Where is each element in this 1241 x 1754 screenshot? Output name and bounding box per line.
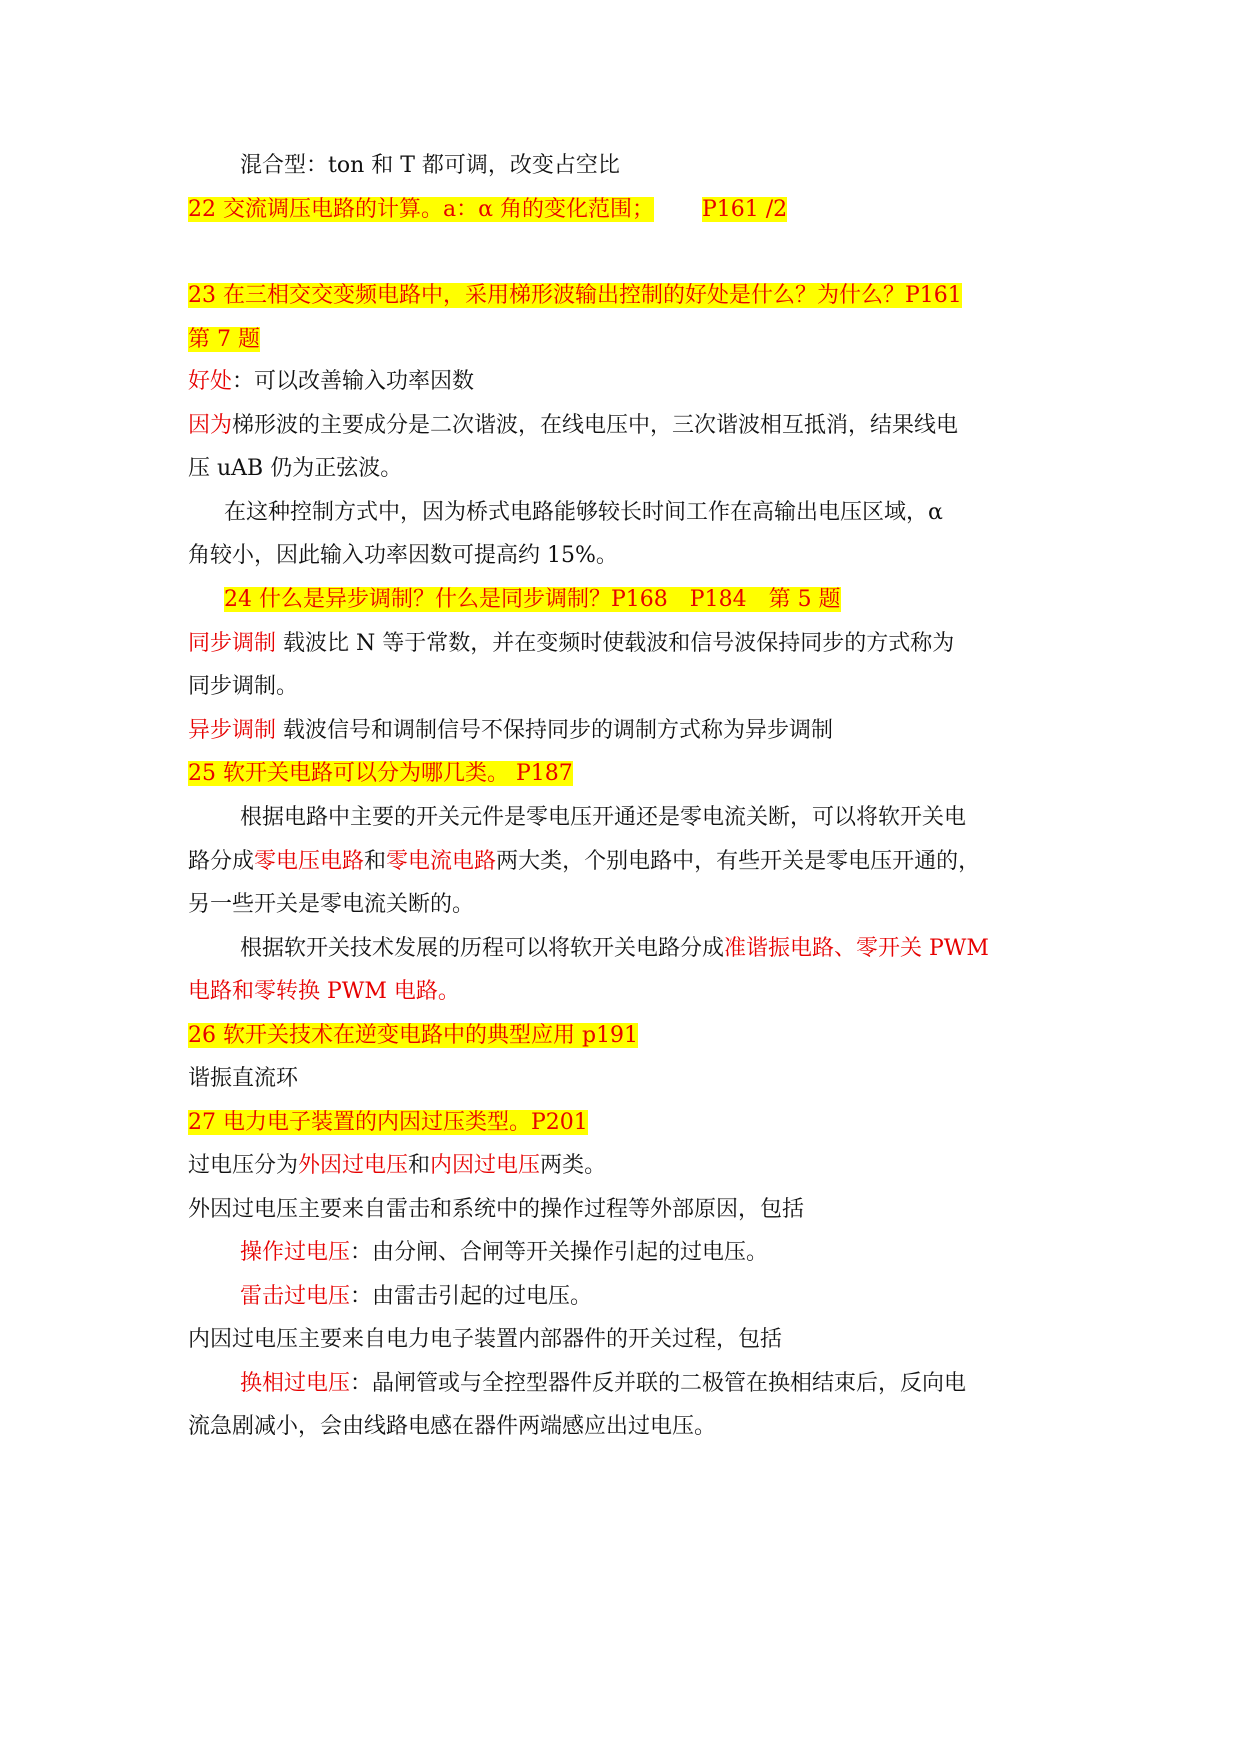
text-line <box>240 933 989 965</box>
text-line <box>188 671 298 703</box>
text: ：由分闸、合闸等开关操作引起的过电压。 <box>350 1240 769 1265</box>
text: ：晶闸管或与全控型器件反并联的二极管在换相结束后，反向电 <box>350 1371 967 1396</box>
text: 两大类，个别电路中，有些开关是零电压开通的， <box>496 849 981 874</box>
text: 压 uAB 仍为正弦波。 <box>188 456 403 481</box>
red-label: 因为 <box>188 413 233 438</box>
red-text: 外因过电压 <box>298 1153 409 1178</box>
text: 两类。 <box>540 1153 607 1178</box>
red-text: 准谐振电路、零开关 PWM <box>724 936 989 961</box>
text: 角较小，因此输入功率因数可提高约 15%。 <box>188 543 618 568</box>
text-line <box>188 715 833 747</box>
question-26-heading <box>188 1020 638 1052</box>
red-label: 操作过电压 <box>240 1240 351 1265</box>
text-line <box>240 150 620 182</box>
text: 混合型：ton 和 T 都可调，改变占空比 <box>240 153 620 178</box>
text-line <box>240 1281 592 1313</box>
red-label: 同步调制 <box>188 631 277 656</box>
text: ：可以改善输入功率因数 <box>232 369 475 394</box>
text: 路分成 <box>188 849 255 874</box>
text: 外因过电压主要来自雷击和系统中的操作过程等外部原因，包括 <box>188 1197 805 1222</box>
highlighted-text: P161 /2 <box>701 197 788 222</box>
highlighted-text: 23 在三相交交变频电路中，采用梯形波输出控制的好处是什么？为什么？P161 <box>188 283 962 308</box>
text-line <box>188 1063 298 1095</box>
red-label: 好处 <box>188 369 233 394</box>
red-text: 零电压电路 <box>254 849 365 874</box>
text: 和 <box>408 1153 431 1178</box>
red-label: 雷击过电压 <box>240 1284 351 1309</box>
highlighted-text: 26 软开关技术在逆变电路中的典型应用 p191 <box>188 1023 639 1048</box>
text: 另一些开关是零电流关断的。 <box>188 892 475 917</box>
highlighted-text: 22 交流调压电路的计算。a：α 角的变化范围； <box>188 197 654 222</box>
text: 流急剧减小，会由线路电感在器件两端感应出过电压。 <box>188 1414 717 1439</box>
red-text: 电路和零转换 PWM 电路。 <box>188 979 460 1004</box>
text: 内因过电压主要来自电力电子装置内部器件的开关过程，包括 <box>188 1327 783 1352</box>
question-23-heading-cont <box>188 324 260 356</box>
question-27-heading <box>188 1107 588 1139</box>
text-line <box>188 1150 606 1182</box>
text-line <box>188 976 460 1008</box>
text: ：由雷击引起的过电压。 <box>350 1284 593 1309</box>
text-line <box>188 1194 804 1226</box>
text: 同步调制。 <box>188 674 299 699</box>
text-line <box>188 1324 782 1356</box>
text-line <box>224 497 943 529</box>
text-line <box>188 1411 716 1443</box>
red-label: 换相过电压 <box>240 1371 351 1396</box>
question-23-heading <box>188 280 962 312</box>
text-line <box>188 628 954 660</box>
text-line <box>188 410 958 442</box>
red-label: 异步调制 <box>188 718 277 743</box>
text: 谐振直流环 <box>188 1066 299 1091</box>
highlighted-text: 24 什么是异步调制？什么是同步调制？P168 P184 第 5 题 <box>224 587 841 612</box>
text: 和 <box>364 849 387 874</box>
text-line <box>240 1237 768 1269</box>
text-line <box>188 453 402 485</box>
red-text: 零电流电路 <box>386 849 497 874</box>
question-25-heading <box>188 758 573 790</box>
text-line <box>188 366 474 398</box>
text: 根据电路中主要的开关元件是零电压开通还是零电流关断，可以将软开关电 <box>240 805 967 830</box>
text: 过电压分为 <box>188 1153 299 1178</box>
text: 在这种控制方式中，因为桥式电路能够较长时间工作在高输出电压区域，α <box>224 500 943 525</box>
question-24-heading <box>224 584 841 616</box>
text: 载波信号和调制信号不保持同步的调制方式称为异步调制 <box>276 718 834 743</box>
text-line <box>188 846 980 878</box>
highlighted-text: 25 软开关电路可以分为哪几类。 P187 <box>188 761 573 786</box>
text: 梯形波的主要成分是二次谐波，在线电压中，三次谐波相互抵消，结果线电 <box>232 413 959 438</box>
text: 根据软开关技术发展的历程可以将软开关电路分成 <box>240 936 725 961</box>
highlighted-text: 第 7 题 <box>188 327 260 352</box>
text-line <box>188 889 474 921</box>
text-line <box>188 540 618 572</box>
text: 载波比 N 等于常数，并在变频时使载波和信号波保持同步的方式称为 <box>276 631 955 656</box>
highlighted-text: 27 电力电子装置的内因过压类型。P201 <box>188 1110 588 1135</box>
text-line <box>240 802 966 834</box>
question-22-heading <box>188 194 787 226</box>
red-text: 内因过电压 <box>430 1153 541 1178</box>
text-line <box>240 1368 966 1400</box>
